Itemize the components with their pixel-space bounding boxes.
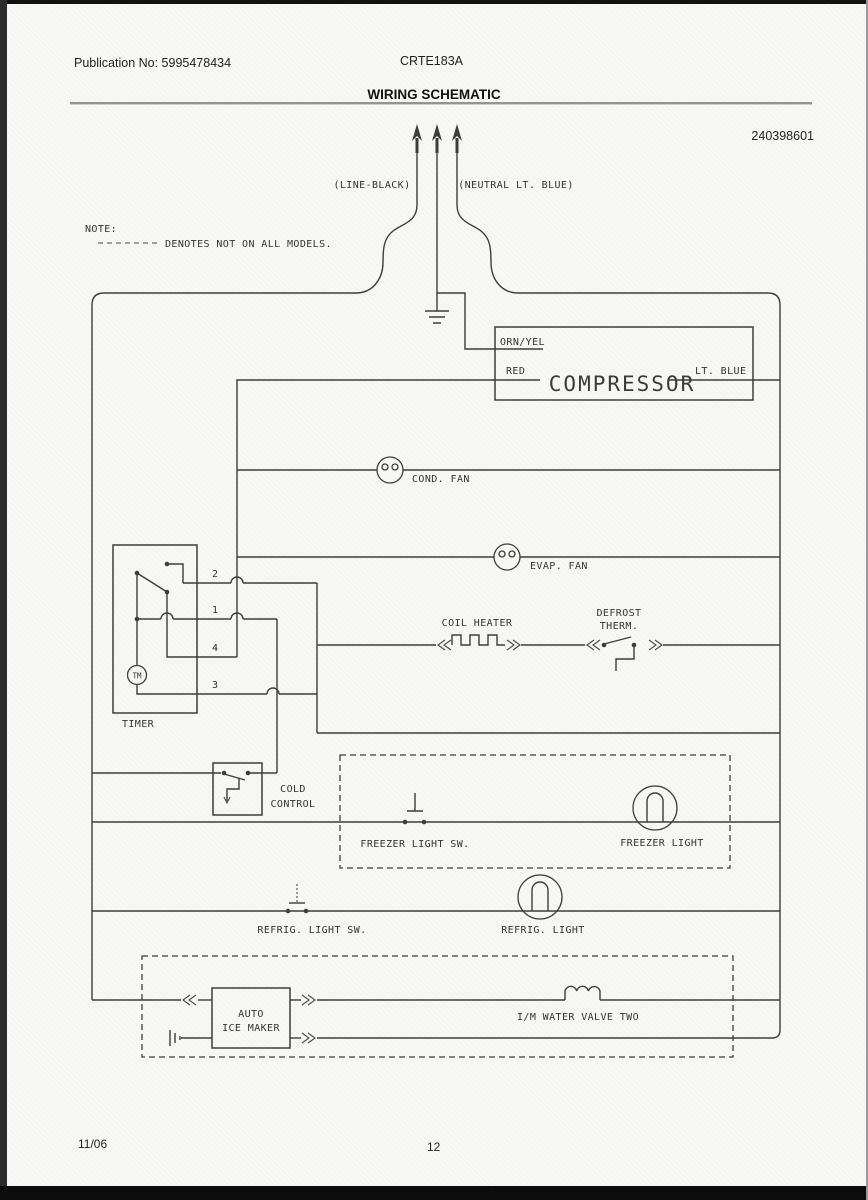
- timer-motor-label: TM: [132, 671, 142, 681]
- ice-maker-label-2: ICE MAKER: [222, 1023, 280, 1034]
- plug-prong-shafts: [417, 138, 457, 153]
- defrost-thermostat-switch: [602, 637, 637, 671]
- defrost-therm-label-2: THERM.: [599, 621, 639, 632]
- connector-chevrons-therm: [587, 640, 662, 650]
- timer-box: [113, 545, 197, 713]
- ice-maker-optional-box: [142, 956, 733, 1057]
- header-rule: [70, 102, 812, 104]
- cold-control-label-1: COLD: [280, 784, 306, 795]
- timer-motor-icon: [128, 666, 147, 685]
- timer-terminal-2: 2: [212, 569, 219, 580]
- cold-control-label-2: CONTROL: [270, 799, 316, 810]
- water-valve-coil: [565, 986, 600, 1000]
- compressor-label: COMPRESSOR: [548, 372, 696, 396]
- water-valve-label: I/M WATER VALVE TWO: [517, 1012, 639, 1023]
- freezer-optional-box: [340, 755, 730, 868]
- timer-terminal-3: 3: [212, 680, 219, 691]
- red-label: RED: [506, 366, 526, 377]
- power-plug-icon: [412, 124, 462, 153]
- wire-red-bus: [237, 380, 540, 657]
- wire-terminal-3: [137, 685, 317, 695]
- line-black-label: (LINE-BLACK): [333, 180, 411, 191]
- connector-chevron-ice-out-bottom: [302, 1033, 315, 1043]
- evap-fan-motor-icon: [494, 544, 520, 570]
- freezer-light-switch: [403, 793, 427, 824]
- refrig-light-switch: [286, 883, 309, 913]
- ice-maker-label-1: AUTO: [238, 1009, 264, 1020]
- wire-terminal-1: [137, 613, 277, 773]
- footer-page-number: 12: [427, 1140, 441, 1154]
- coil-heater-element: [452, 635, 505, 645]
- timer-switch: [135, 562, 237, 666]
- coil-heater-label: COIL HEATER: [441, 618, 513, 629]
- ground-symbol-plug: [425, 311, 449, 323]
- note-label: NOTE:: [85, 224, 118, 235]
- connector-chevron-ice-in: [183, 995, 196, 1005]
- page-title: WIRING SCHEMATIC: [367, 87, 501, 102]
- refrig-light-label: REFRIG. LIGHT: [501, 925, 585, 936]
- refrig-light-sw-label: REFRIG. LIGHT SW.: [257, 925, 367, 936]
- connector-chevron-ice-out-top: [302, 995, 315, 1005]
- cond-fan-motor-icon: [377, 457, 403, 483]
- model-number: CRTE183A: [400, 54, 463, 68]
- freezer-light-label: FREEZER LIGHT: [620, 838, 704, 849]
- cold-control-switch: [222, 771, 251, 803]
- part-number: 240398601: [751, 129, 814, 143]
- cond-fan-label: COND. FAN: [412, 474, 470, 485]
- lt-blue-label: LT. BLUE: [695, 366, 747, 377]
- neutral-lt-blue-label: (NEUTRAL LT. BLUE): [458, 180, 574, 191]
- note-text: DENOTES NOT ON ALL MODELS.: [165, 239, 332, 250]
- publication-number: Publication No: 5995478434: [74, 56, 232, 70]
- timer-terminal-4: 4: [212, 643, 219, 654]
- timer-terminal-1: 1: [212, 605, 219, 616]
- refrig-light-lamp-icon: [518, 875, 562, 919]
- timer-label: TIMER: [121, 719, 155, 730]
- defrost-therm-label-1: DEFROST: [596, 608, 642, 619]
- freezer-light-lamp-icon: [633, 786, 677, 830]
- evap-fan-label: EVAP. FAN: [530, 561, 588, 572]
- freezer-light-sw-label: FREEZER LIGHT SW.: [360, 839, 470, 850]
- wire-terminal-2: [183, 577, 317, 733]
- orn-yel-label: ORN/YEL: [500, 337, 545, 348]
- footer-date: 11/06: [78, 1137, 108, 1151]
- ground-symbol-ice-maker: [170, 1030, 180, 1046]
